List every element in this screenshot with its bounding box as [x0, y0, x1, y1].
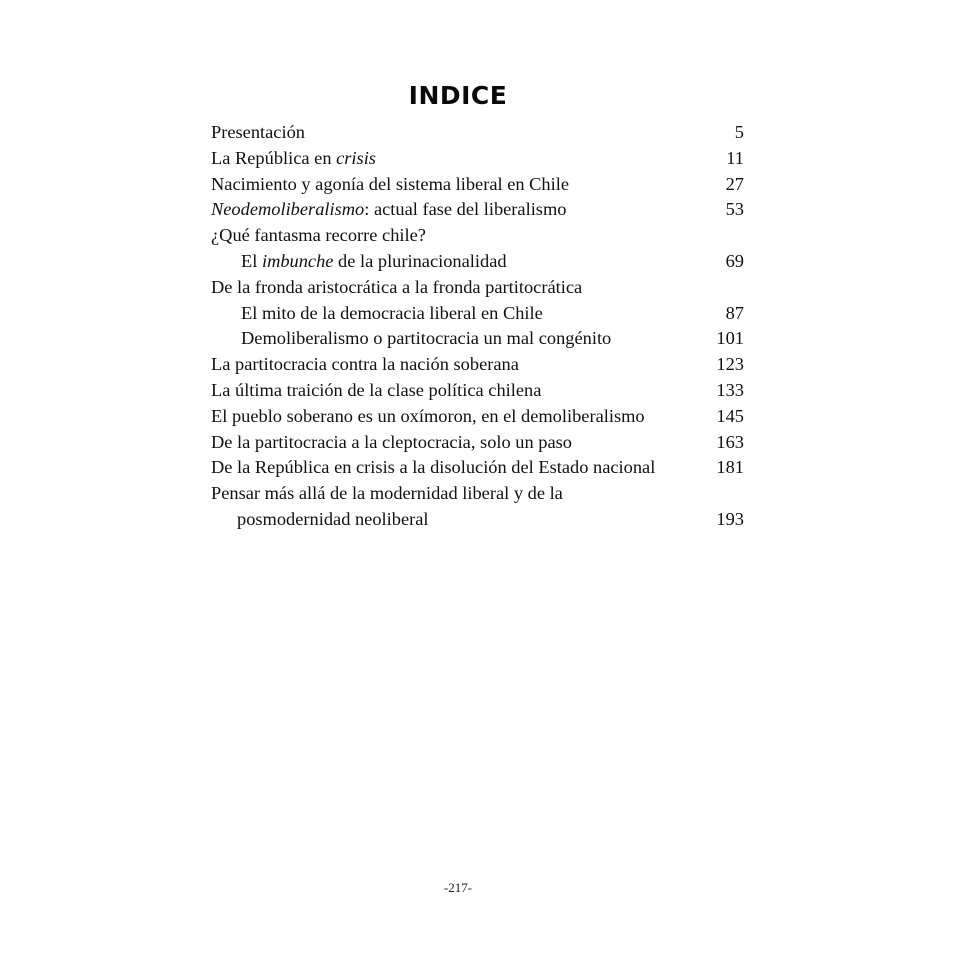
toc-entry: [211, 301, 744, 327]
toc-entry: [211, 378, 744, 404]
toc-entry-page: 11: [726, 147, 744, 168]
toc-entry-page: 27: [725, 173, 744, 194]
toc-entry-title: El imbunche de la plurinacionalidad: [241, 250, 507, 271]
toc-entry-page: 69: [725, 250, 744, 271]
toc-entry-title: El mito de la democracia liberal en Chile: [241, 302, 543, 323]
toc-entry: [211, 275, 744, 301]
toc-entry-page: 145: [716, 405, 744, 426]
toc-entry-title: Nacimiento y agonía del sistema liberal en Chile: [211, 173, 569, 194]
table-of-contents: [211, 120, 744, 533]
toc-entry-page: 123: [716, 354, 744, 375]
toc-entry-page: 193: [716, 508, 744, 529]
page-number: -217-: [443, 880, 473, 895]
toc-entry-title: De la República en crisis a la disolución del Estado nacional: [211, 457, 656, 478]
toc-entry-title: ¿Qué fantasma recorre chile?: [211, 225, 426, 246]
toc-entry-page: 101: [716, 328, 744, 349]
toc-entry-page: 87: [725, 302, 744, 323]
toc-entry-page: 181: [716, 457, 744, 478]
toc-entry-title: El pueblo soberano es un oxímoron, en el demoliberalismo: [211, 405, 645, 426]
toc-entry-title: posmodernidad neoliberal: [237, 508, 429, 529]
toc-entry: [211, 455, 744, 481]
toc-entry: [211, 404, 744, 430]
toc-entry-page: 163: [716, 431, 744, 452]
toc-entry-page: 53: [725, 199, 744, 220]
toc-entry-title: La partitocracia contra la nación soberana: [211, 354, 519, 375]
page-title: INDICE: [408, 80, 508, 110]
toc-entry: [211, 326, 744, 352]
toc-entry: [211, 223, 744, 249]
toc-entry-title: Pensar más allá de la modernidad liberal y de la: [211, 483, 563, 504]
toc-entry-page: 5: [734, 122, 744, 142]
toc-entry: [211, 481, 744, 507]
toc-entry-title: Demoliberalismo o partitocracia un mal congénito: [241, 328, 612, 349]
toc-entry: [211, 172, 744, 198]
toc-entry-title: De la fronda aristocrática a la fronda partitocrática: [211, 276, 583, 297]
toc-entry: [211, 146, 744, 172]
toc-entry: [211, 507, 744, 533]
toc-entry: [211, 430, 744, 456]
toc-entry-title: Neodemoliberalismo: actual fase del liberalismo: [211, 199, 567, 220]
toc-entry: [211, 120, 744, 146]
toc-entry-title: Presentación: [211, 122, 305, 142]
toc-entry-title: De la partitocracia a la cleptocracia, solo un paso: [211, 431, 572, 452]
toc-entry: [211, 352, 744, 378]
toc-entry: [211, 249, 744, 275]
toc-entry-page: 133: [716, 379, 744, 400]
toc-entry: [211, 197, 744, 223]
toc-entry-title: La última traición de la clase política chilena: [211, 379, 542, 400]
toc-entry-title: La República en crisis: [211, 147, 376, 168]
